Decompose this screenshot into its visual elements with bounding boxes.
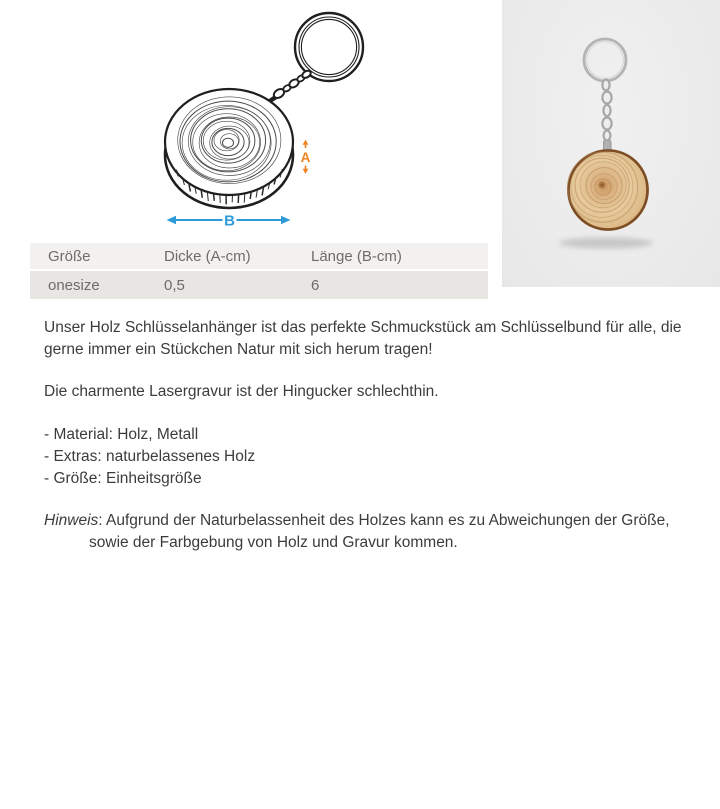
description-paragraph-1	[44, 317, 704, 360]
note-paragraph	[44, 510, 704, 553]
photo-wood-slice	[567, 149, 649, 231]
col-header-dicke: Dicke (A-cm)	[164, 247, 251, 265]
description-line: Die charmente Lasergravur ist der Hingucker schlechthin.	[44, 383, 439, 401]
cell-laenge: 6	[311, 276, 320, 294]
keychain-diagram-svg	[140, 5, 390, 237]
cell-dicke: 0,5	[164, 276, 185, 294]
size-table	[30, 243, 488, 299]
list-item: - Extras: naturbelassenes Holz	[44, 447, 256, 465]
product-description	[44, 317, 704, 554]
dim-b-label: B	[224, 212, 235, 230]
description-line: gerne immer ein Stückchen Natur mit sich herum tragen!	[44, 340, 433, 358]
note-line-1	[44, 510, 704, 532]
note-text: : Aufgrund der Naturbelassenheit des Holzes kann es zu Abweichungen der Größe,	[98, 512, 670, 530]
col-header-laenge: Länge (B-cm)	[311, 247, 402, 265]
list-item: - Material: Holz, Metall	[44, 426, 199, 444]
description-line: Unser Holz Schlüsselanhänger ist das perfekte Schmuckstück am Schlüsselbund für alle, die	[44, 319, 682, 336]
photo-chain-icon	[602, 80, 611, 154]
dim-a-label: A	[300, 150, 311, 165]
note-line-2: sowie der Farbgebung von Holz und Gravur kommen.	[89, 533, 458, 551]
photo-shadow	[559, 238, 653, 249]
photo-keyring-icon	[584, 39, 626, 81]
wood-slice-drawing	[165, 89, 293, 208]
table-row	[30, 271, 488, 299]
note-label: Hinweis	[44, 512, 99, 530]
dimension-a	[301, 140, 311, 174]
description-paragraph-2	[44, 381, 704, 403]
feature-list	[44, 424, 704, 489]
list-item: - Größe: Einheitsgröße	[44, 469, 202, 487]
dimension-b	[167, 213, 291, 230]
product-photo[interactable]	[502, 0, 720, 287]
keychain-diagram	[140, 5, 390, 237]
col-header-size: Größe	[48, 247, 91, 265]
product-photo-svg	[502, 0, 720, 287]
cell-size: onesize	[48, 276, 100, 294]
size-table-header	[30, 243, 488, 271]
